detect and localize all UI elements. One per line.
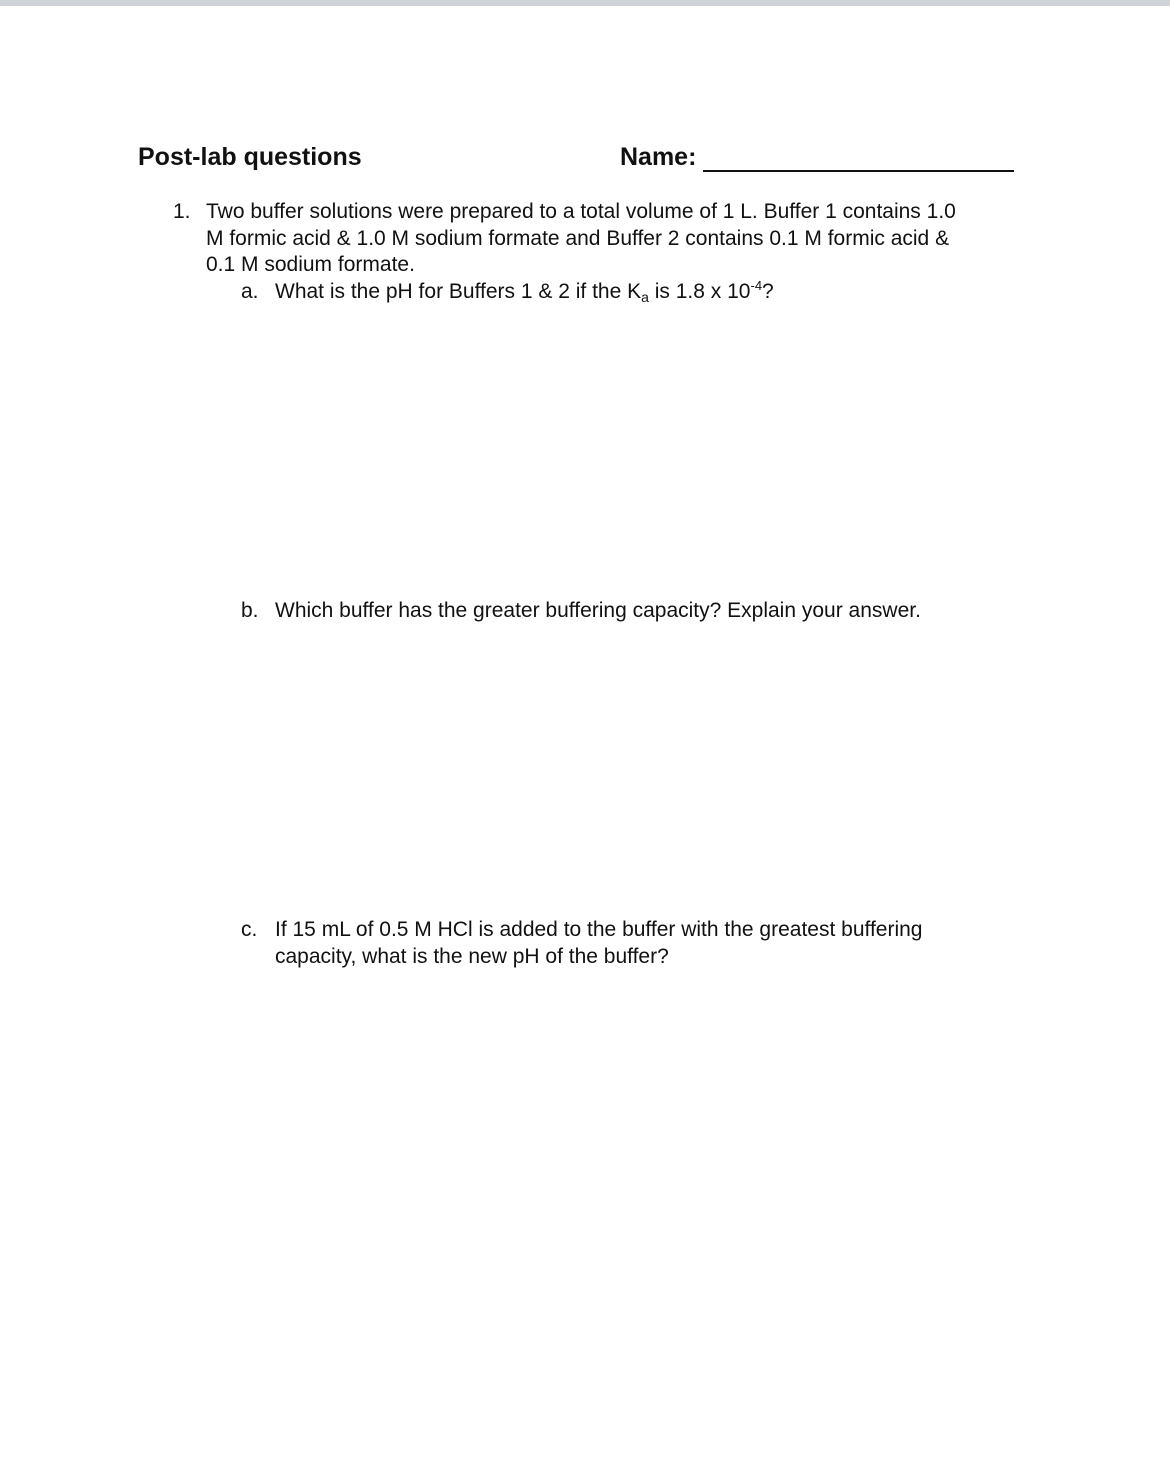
question-1-line: M formic acid & 1.0 M sodium formate and Buffer 2 contains 0.1 M formic acid & [206, 226, 950, 250]
part-b-marker: b. [241, 599, 259, 622]
part-a-marker: a. [241, 280, 259, 303]
question-1-line: 0.1 M sodium formate. [206, 253, 415, 276]
part-a-text [275, 279, 1015, 306]
part-a-text-middle: is 1.8 x 10 [648, 280, 751, 303]
question-1-number: 1. [173, 200, 191, 223]
part-c-line: capacity, what is the new pH of the buffer? [275, 944, 669, 968]
part-b-line: Which buffer has the greater buffering capacity? Explain your answer. [275, 599, 921, 622]
part-c-line: If 15 mL of 0.5 M HCl is added to the buffer with the greatest buffering [275, 918, 923, 941]
part-c-marker: c. [241, 918, 258, 941]
top-edge-bar [0, 0, 1170, 6]
part-a-superscript: -4 [750, 278, 763, 293]
page-title: Post-lab questions [138, 143, 362, 171]
part-a-text-before: What is the pH for Buffers 1 & 2 if the K [275, 280, 642, 303]
part-a-text-after: ? [762, 280, 774, 303]
part-a-subscript: a [641, 289, 649, 305]
name-label: Name: [620, 143, 697, 171]
name-blank-line[interactable] [703, 170, 1014, 172]
question-1-text [206, 199, 1036, 279]
part-c-text [275, 917, 1015, 970]
question-1-line: Two buffer solutions were prepared to a total volume of 1 L. Buffer 1 contains 1.0 [206, 200, 956, 223]
part-b-text [275, 598, 1015, 625]
part-a-line [275, 279, 1015, 306]
